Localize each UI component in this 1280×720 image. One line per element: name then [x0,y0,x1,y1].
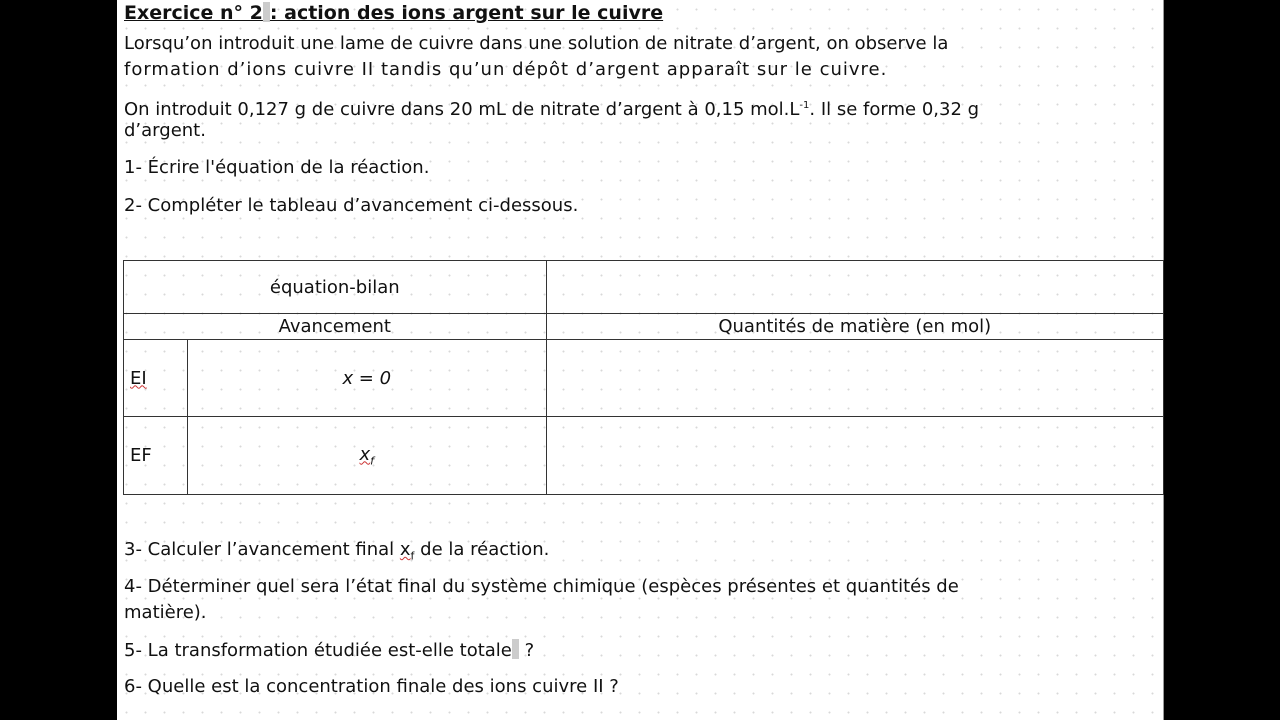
question-4-line-1: 4- Déterminer quel sera l’état final du système chimique (espèces présentes et quantités de [124,576,959,597]
intro-line-1: Lorsqu’on introduit une lame de cuivre dans une solution de nitrate d’argent, on observe la [124,33,949,54]
text-cursor [263,2,270,22]
question-6: 6- Quelle est la concentration finale des ions cuivre II ? [124,676,619,697]
question-3: 3- Calculer l’avancement final $x_f$ de la réaction. [124,539,550,563]
equation-label: équation-bilan [124,261,547,314]
ei-x: x = 0 [188,340,547,417]
progress-table [123,260,1164,495]
ef-cell[interactable] [546,417,1163,495]
ef-x: $x_f$ [188,417,547,495]
ef-label: EF [124,417,188,495]
data-line: On introduit 0,127 g de cuivre dans 20 mL de nitrate d’argent à 0,15 $mol.L^{-1}$. Il se forme 0,32 g [124,99,980,120]
exercise-title: Exercice n° 2 : action des ions argent sur le cuivre [124,2,664,24]
question-5: 5- La transformation étudiée est-elle totale ? [124,640,535,661]
document-page [117,0,1164,720]
quantites-label: Quantités de matière (en mol) [546,314,1163,340]
text-cursor [512,639,519,659]
equation-cell[interactable] [546,261,1163,314]
question-2: 2- Compléter le tableau d’avancement ci-dessous. [124,195,579,216]
ei-label: EI [130,367,147,389]
data-line-2: d’argent. [124,120,206,141]
question-1: 1- Écrire l'équation de la réaction. [124,157,430,178]
ei-cell[interactable] [546,340,1163,417]
intro-line-2: formation d’ions cuivre II tandis qu’un dépôt d’argent apparaît sur le cuivre. [124,59,888,80]
question-4-line-2: matière). [124,602,207,623]
avancement-label: Avancement [124,314,547,340]
